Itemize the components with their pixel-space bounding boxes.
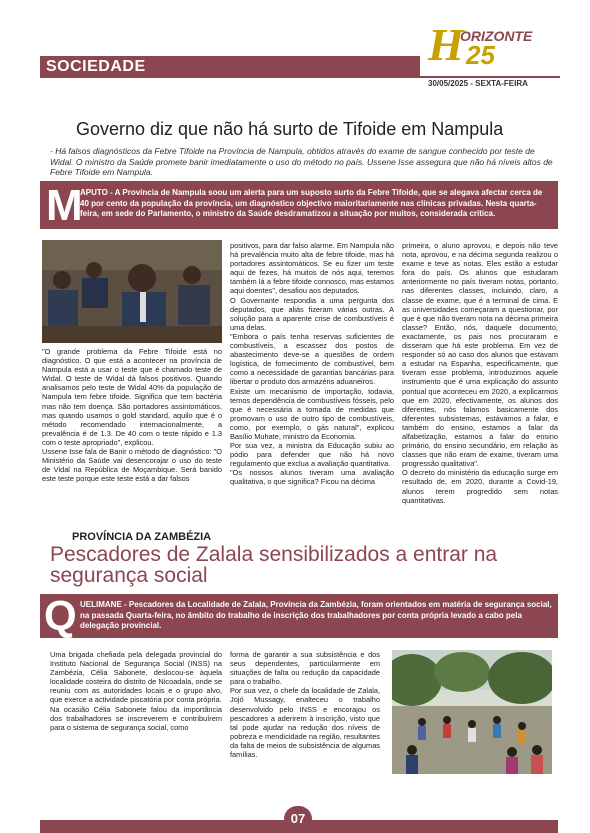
article1-lead: - Há falsos diagnósticos da Febre Tifoide na Província de Nampula, obtidos através do exame de sangue conhecido por teste de Widal. O ministro da Saúde promete banir imediatamente o uso do método no país. Ussene Isse assegura que não há níveis altos de Febre Tifoide em Nampula. [50, 146, 553, 177]
section-divider [40, 76, 560, 78]
logo-letter: H [428, 19, 464, 70]
section-label: SOCIEDADE [46, 58, 146, 75]
article2-dropcap: Q [44, 592, 77, 639]
article1-dropcap: M [46, 181, 83, 230]
logo-number: 25 [466, 40, 495, 70]
article2-column-2: forma de garantir a sua subsistência e dos seus dependentes, particularmente em situações de falta ou redução da capacidade para o trabalho. Por sua vez, o chefe da localidade de Zalala, Jojó Mussagy, enalteceu o trabalho desenvolvido pelo INSS e encorajou os pescadores a aderirem à inscrição, visto que tal pode ajudar na redução dos níveis de pobreza e mendicidade na região, resultantes da falta de meios de subsistência de algumas famílias. [230, 650, 380, 760]
issue-date: 30/05/2025 - SEXTA-FEIRA [428, 79, 528, 88]
article1-column-1: "O grande problema da Febre Tifoide está no diagnóstico. O que está a acontecer na província de Nampula está a usar o teste que é chamado teste de Widal. O teste de Widal dá falsos positivos. Quando analisamos pelo teste de Widal 40% da população de Nampula tem febre tifoide. Significa que tem bactéria mas não tem doença. São portadores assintomáticos, mas quando usamos o gold standard, aquilo que é o método recomendado internacionalmente, a prevalência é de 1.3. De 40 com o teste rápido e 1.3 com o teste apropriado", explicou. Ussene Isse fala de Banir o método de diagnóstico: "O Ministério da Saúde vai desencorajar o uso do teste de Vidal na República de Moçambique. Será banido este teste porque este teste está a dar falsos [42, 347, 222, 484]
article1-intro: APUTO - A Província de Nampula soou um alerta para um suposto surto da Febre Tifoide, que se alegava afectar cerca de 40 por cento da população da província, um diagnóstico objectivo maioritariamente nas clínicas privadas. Nesta quarta-feira, em sede do Parlamento, o ministro da Saúde desdramatizou a situação por muitos, considerada crítica. [80, 188, 543, 218]
article2-kicker: PROVÍNCIA DA ZAMBÉZIA [72, 531, 212, 543]
parliament-photo-image [42, 240, 222, 343]
parliament-photo [42, 240, 222, 343]
article1-column-3: primeira, o aluno aprovou, e depois não teve nota, aprovou, e na décima segunda realizou o exame e teve as notas. Eles estão a estudar fora do país. Os alunos que estudaram anteriormente no país tiveram notas, portanto, nas diferentes classes, incluindo, claro, a classe de exame, que é a terminal de cima. E as universidades começaram a questionar, por que é que não tiveram nota na décima primeira classe? Então, nós, daquele documento, exactamente, os pais nos procuraram e disseram que há este problema. Em vez de responder só ao caso dos alunos que estavam a estudar na Espanha, especificamente, que tiveram esse problema, introduzimos aquele instrumento que é uma explicação do assunto pontual que aconteceu em 2020, a explicarmos que em 2020, efectivamente, os alunos dos diferentes, nós falamos basicamente dos diferentes subsistemas, estávamos a falar, e também do ensino, estamos a falar da alfabetização, estamos a falar do ensino primário, do ensino secundário, em relação às classes que não eram de exame, tiveram uma progressão qualitativa". O decreto do ministério da educação surge em resultado de, em 2020, durante a Covid-19, alunos terem progredido sem notas quantitativas. [402, 241, 558, 505]
article1-headline: Governo diz que não há surto de Tifoide em Nampula [76, 119, 504, 139]
fishermen-photo [392, 650, 552, 774]
article2-intro: UELIMANE - Pescadores da Localidade de Zalala, Província da Zambézia, foram orientados em matéria de segurança social, na passada Quarta-feira, no âmbito do trabalho de inscrição dos trabalhadores por conta própria levado a cabo pela delegação provincial. [80, 600, 552, 630]
article2-column-1: Uma brigada chefiada pela delegada provincial do Instituto Nacional de Segurança Social (INSS) na Zambézia, Célia Sabonete, deslocou-se àquela localidade costeira do distrito de Nicoadala, onde se reuniu com as autoridades locais e o grupo alvo, que exerce a actividade piscatória por conta própria. Na ocasião Célia Sabonete falou da importância dos trabalhadores se inscreverem e contribuírem para o sistema de segurança social, como [50, 650, 222, 732]
article1-column-2: positivos, para dar falso alarme. Em Nampula não há prevalência muito alta de febre tifoide, mas há portadores assintomáticos. Se eu fizer um teste aqui de fezes, há muitos de nós aqui, teremos também lá a febre tifoide connosco, mas estamos aqui doentes", desafiou aos deputados. O Governante respondia a uma pergunta dos deputados, que aliás fizeram várias outras. A solução para a aparente crise de combustíveis é uma delas. "Embora o país tenha reservas suficientes de combustíveis, a escassez dos postos de abastecimento deve-se a questões de ordem logística, de fornecimento de combustível, bem como a necessidade de garantias bancárias para libertar o produto dos armazéns aduaneiros. Existe um mecanismo de importação, todavia, temos dependência de combustíveis fósseis, pelo que é necessária a tomada de medidas que promovam o uso de outro tipo de combustíveis, como, por exemplo, o gás natural", explicou Basílio Muhate, ministro da Economia. Por sua vez, a ministra da Educação subiu ao pódio para defender que não há novo regulamento que exclua a avaliação quantitativa. "Os nossos alunos tiveram uma avaliação qualitativa, o que significa? Ficou na décima [230, 241, 394, 487]
page-number: 07 [284, 806, 312, 832]
article2-headline: Pescadores de Zalala sensibilizados a entrar na segurança social [50, 543, 498, 587]
logo-name: ORIZONTE [460, 28, 533, 44]
fishermen-photo-image [392, 650, 552, 774]
